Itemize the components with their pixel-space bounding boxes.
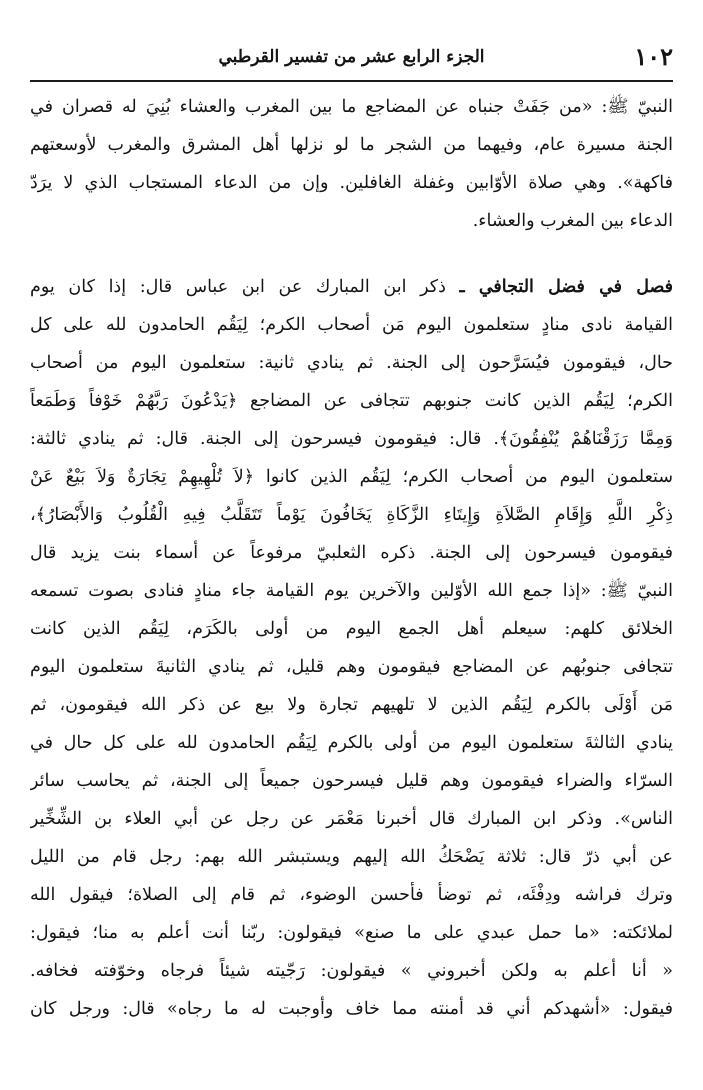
running-title: الجزء الرابع عشر من تفسير القرطبي xyxy=(218,47,485,67)
text-line: وَمِمَّا رَزَقْنَاهُمْ يُنْفِقُونَ﴾. قال: فيقومون فيسرحون إلى الجنة. قال: ثم ينادي ثالثة: xyxy=(30,429,673,449)
text-line: وترك فراشه ودِفْئَه، ثم توضأ فأحسن الوضوء، ثم قام إلى الصلاة؛ فيقول الله xyxy=(30,885,673,905)
text-line: ذِكْرِ اللَّهِ وَإِقَامِ الصَّلاَةِ وَإِيتَاءِ الزَّكَاةِ يَخَافُونَ يَوْماً تَتَقَلَّبُ فِيهِ الْقُلُوبُ وَالأَبْصَارُ﴾، xyxy=(30,505,673,525)
text-line: فيقومون فيسرحون إلى الجنة. ذكره الثعلبيّ مرفوعاً عن أسماء بنت يزيد قال xyxy=(30,543,673,563)
text-line: السرّاء والضراء فيقومون وهم قليل فيسرحون جميعاً إلى الجنة، ثم يحاسب سائر xyxy=(30,771,673,791)
page-body xyxy=(30,88,673,1066)
text-line: الجنة مسيرة عام، وفيهما من الشجر ما لو نزلها أهل المشرق والمغرب لأوسعتهم xyxy=(30,135,673,155)
text-line: الدعاء بين المغرب والعشاء. xyxy=(472,211,673,231)
header-divider xyxy=(30,80,673,82)
text-fragment: ذكر ابن المبارك عن ابن عباس قال: إذا كان يوم xyxy=(30,277,460,297)
paragraph-2 xyxy=(30,268,673,1066)
text-line: مَن أَوْلَى بالكرم لِيَقُم الذين لا تلهيهم تجارة ولا بيع عن ذكر الله فيقومون، ثم xyxy=(30,695,673,715)
text-line: حال، فيقومون فيُسَرَّحون إلى الجنة. ثم ينادي ثانية: ستعلمون اليوم من أصحاب xyxy=(30,353,673,373)
text-line: « أنا أعلم به ولكن أخبروني » فيقولون: رَجّيته شيئاً فرجاه وخوّفته فخافه. xyxy=(30,961,673,981)
text-line: الكرم؛ لِيَقُم الذين كانت جنوبهم تتجافى عن المضاجع ﴿يَدْعُونَ رَبَّهُمْ خَوْفاً وَطَمَعاً xyxy=(30,391,673,411)
text-line: الخلائق كلهم: سيعلم أهل الجمع اليوم من أولى بالكَرَم، لِيَقُم الذين كانت xyxy=(30,619,673,639)
text-line: النبيّ ﷺ: «إذا جمع الله الأوّلين والآخرين يوم القيامة جاء منادٍ فنادى بصوت تسمعه xyxy=(30,581,673,601)
text-line: فيقول: «أشهدكم أني قد أمنته مما خاف وأوجبت له ما رجاه» قال: ورجل كان xyxy=(30,999,673,1019)
text-line: لملائكته: «ما حمل عبدي على ما صنع» فيقولون: ربّنا أنت أعلم به منا؛ فيقول: xyxy=(30,923,673,943)
page-number: ١٠٢ xyxy=(634,42,673,71)
paragraph-spacer xyxy=(30,240,673,268)
text-line: القيامة نادى منادٍ ستعلمون اليوم مَن أصحاب الكرم؛ لِيَقُم الحامدون لله على كل xyxy=(30,315,673,335)
text-line: الناس». وذكر ابن المبارك قال أخبرنا مَعْمَر عن رجل عن أبي العلاء بن الشِّخِّير xyxy=(30,809,673,829)
section-heading: فصل في فضل التجافي ـ xyxy=(459,277,673,297)
text-line: ستعلمون اليوم من أصحاب الكرم؛ لِيَقُم الذين كانوا ﴿لاَ تُلْهِيهِمْ تِجَارَةٌ وَلاَ بَيْعٌ عَنْ xyxy=(30,467,673,487)
text-line: النبيّ ﷺ: «من جَفَتْ جنباه عن المضاجع ما بين المغرب والعشاء بُنِيَ له قصران في xyxy=(30,97,673,117)
text-line: عن أبي ذرّ قال: ثلاثة يَضْحَكُ الله إليهم ويستبشر الله بهم: رجل قام من الليل xyxy=(30,847,673,867)
text-line: تتجافى جنوبُهم عن المضاجع فيقومون وهم قليل، ثم ينادي الثانيةَ ستعلمون اليوم xyxy=(30,657,673,677)
text-line: ينادي الثالثةَ ستعلمون اليوم من أولى بالكرم لِيَقُم الحامدون لله على كل حال في xyxy=(30,733,673,753)
paragraph-1 xyxy=(30,88,673,240)
text-line xyxy=(30,268,673,306)
page-header xyxy=(30,40,673,74)
text-line xyxy=(30,1028,673,1066)
text-line: فاكهة». وهي صلاة الأوّابين وغفلة الغافلين. وإن من الدعاء المستجاب الذي لا يرَدّ xyxy=(30,173,673,193)
